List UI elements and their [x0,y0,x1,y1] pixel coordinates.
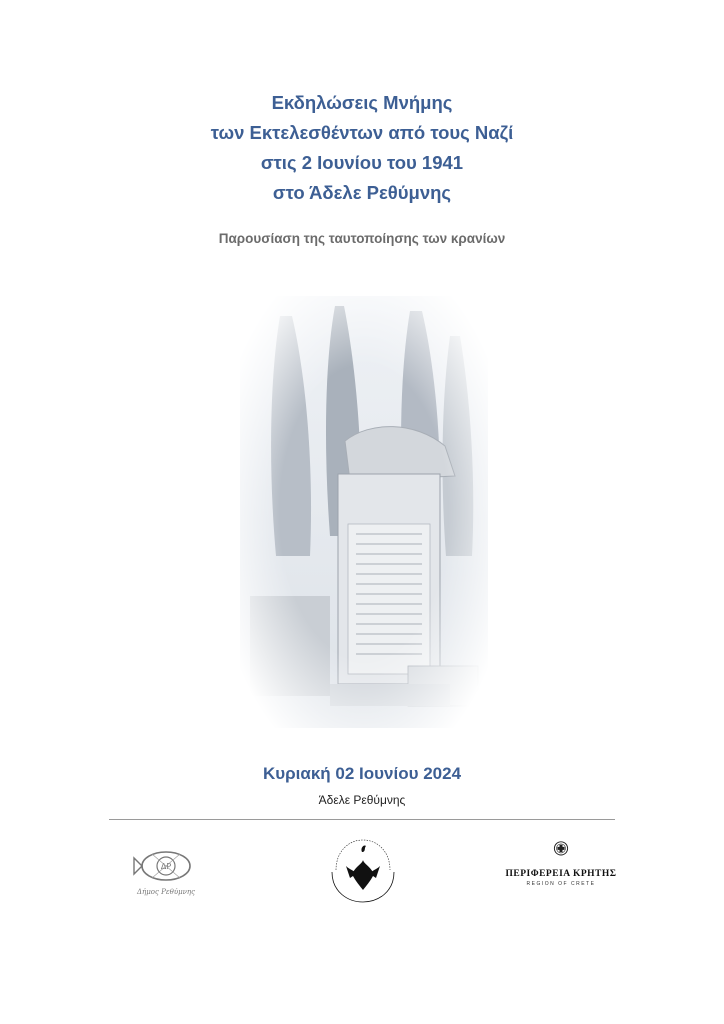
svg-text:ΔΡ: ΔΡ [160,862,172,871]
title-block [0,88,724,208]
event-date: Κυριακή 02 Ιουνίου 2024 [262,764,462,783]
region-subtitle: REGION OF CRETE [526,881,596,887]
memorial-photo [240,296,488,728]
region-name: ΠΕΡΙΦΕΡΕΙΑ ΚΡΗΤΗΣ [505,869,617,879]
title-line-1: Εκδηλώσεις Μνήμης [271,92,453,113]
title-line-3: στις 2 Ιουνίου του 1941 [260,152,464,173]
title-line-2: των Εκτελεσθέντων από τους Ναζί [210,122,514,143]
region-emblem [505,840,617,870]
divider [109,819,615,820]
event-place: Άδελε Ρεθύμνης [318,793,406,807]
title-line-4: στο Άδελε Ρεθύμνης [272,182,452,203]
municipality-signature: Δήμος Ρεθύμνης [136,888,195,896]
association-logo [322,830,404,906]
subtitle: Παρουσίαση της ταυτοποίησης των κρανίων [218,231,506,246]
